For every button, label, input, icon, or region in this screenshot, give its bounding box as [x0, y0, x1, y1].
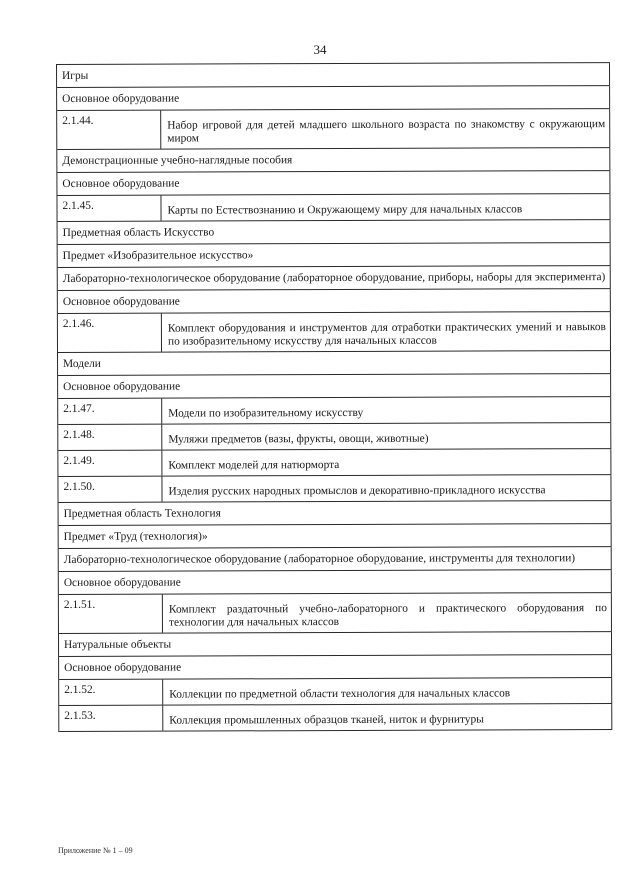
section-title: Предметная область Искусство [58, 220, 611, 244]
section-title: Предметная область Технология [59, 501, 612, 525]
section-title: Предмет «Изобразительное искусство» [58, 243, 611, 267]
item-description: Набор игровой для детей младшего школьного возраста по знакомству с окружающим миром [161, 109, 610, 149]
section-row [57, 86, 610, 111]
item-row [58, 397, 611, 425]
item-row [59, 678, 612, 706]
equipment-table [56, 62, 612, 732]
item-description: Коллекции по предметной области технология для начальных классов [163, 678, 612, 705]
item-description: Карты по Естествознанию и Окружающему миру для начальных классов [161, 194, 610, 221]
item-row [59, 704, 612, 732]
section-title: Предмет «Труд (технология)» [59, 524, 612, 548]
section-row [59, 524, 612, 549]
section-row [58, 220, 611, 245]
item-number: 2.1.52. [59, 680, 163, 705]
section-title: Основное оборудование [57, 86, 610, 110]
item-description: Коллекция промышленных образцов тканей, ниток и фурнитуры [163, 704, 612, 731]
item-row [59, 593, 612, 634]
item-description: Муляжи предметов (вазы, фрукты, овощи, животные) [162, 423, 611, 450]
section-title: Основное оборудование [58, 289, 611, 313]
section-row [57, 148, 610, 173]
section-title: Основное оборудование [59, 655, 612, 679]
item-number: 2.1.44. [57, 111, 161, 149]
item-row [58, 423, 611, 451]
item-description: Комплект моделей для натюрморта [162, 449, 611, 476]
item-number: 2.1.46. [58, 314, 162, 352]
section-row [59, 570, 612, 595]
section-title: Игры [57, 63, 610, 87]
item-row [57, 194, 610, 222]
item-row [58, 312, 611, 353]
section-title: Лабораторно-технологическое оборудование (лабораторное оборудование, инструменты для технологии) [59, 547, 612, 571]
item-description: Модели по изобразительному искусству [162, 397, 611, 424]
section-row [59, 655, 612, 680]
section-row [59, 547, 612, 572]
section-row [59, 632, 612, 657]
section-title: Модели [58, 351, 611, 375]
item-number: 2.1.51. [59, 595, 163, 633]
section-row [58, 351, 611, 376]
item-row [58, 475, 611, 503]
section-title: Основное оборудование [59, 570, 612, 594]
section-row [59, 501, 612, 526]
section-row [57, 63, 610, 88]
item-description: Комплект оборудования и инструментов для отработки практических умений и навыков по изобразительному искусству для начальных классов [162, 312, 611, 352]
section-title: Основное оборудование [58, 374, 611, 398]
section-title: Основное оборудование [57, 171, 610, 195]
section-row [58, 289, 611, 314]
item-number: 2.1.50. [58, 477, 162, 502]
item-row [57, 109, 610, 150]
section-row [58, 374, 611, 399]
item-number: 2.1.45. [57, 196, 161, 221]
item-row [58, 449, 611, 477]
item-number: 2.1.47. [58, 399, 162, 424]
section-row [58, 243, 611, 268]
item-description: Изделия русских народных промыслов и декоративно-прикладного искусства [162, 475, 611, 502]
page-number: 34 [313, 42, 327, 57]
section-row [57, 171, 610, 196]
section-row [58, 266, 611, 291]
item-number: 2.1.49. [58, 451, 162, 476]
item-number: 2.1.53. [59, 706, 163, 731]
item-number: 2.1.48. [58, 425, 162, 450]
section-title: Натуральные объекты [59, 632, 612, 656]
section-title: Лабораторно-технологическое оборудование (лабораторное оборудование, приборы, наборы для эксперимента) [58, 266, 611, 290]
section-title: Демонстрационные учебно-наглядные пособия [57, 148, 610, 172]
item-description: Комплект раздаточный учебно-лабораторного и практического оборудования по технологии для начальных классов [163, 593, 612, 633]
page-footer: Приложение № 1 – 09 [58, 846, 133, 855]
